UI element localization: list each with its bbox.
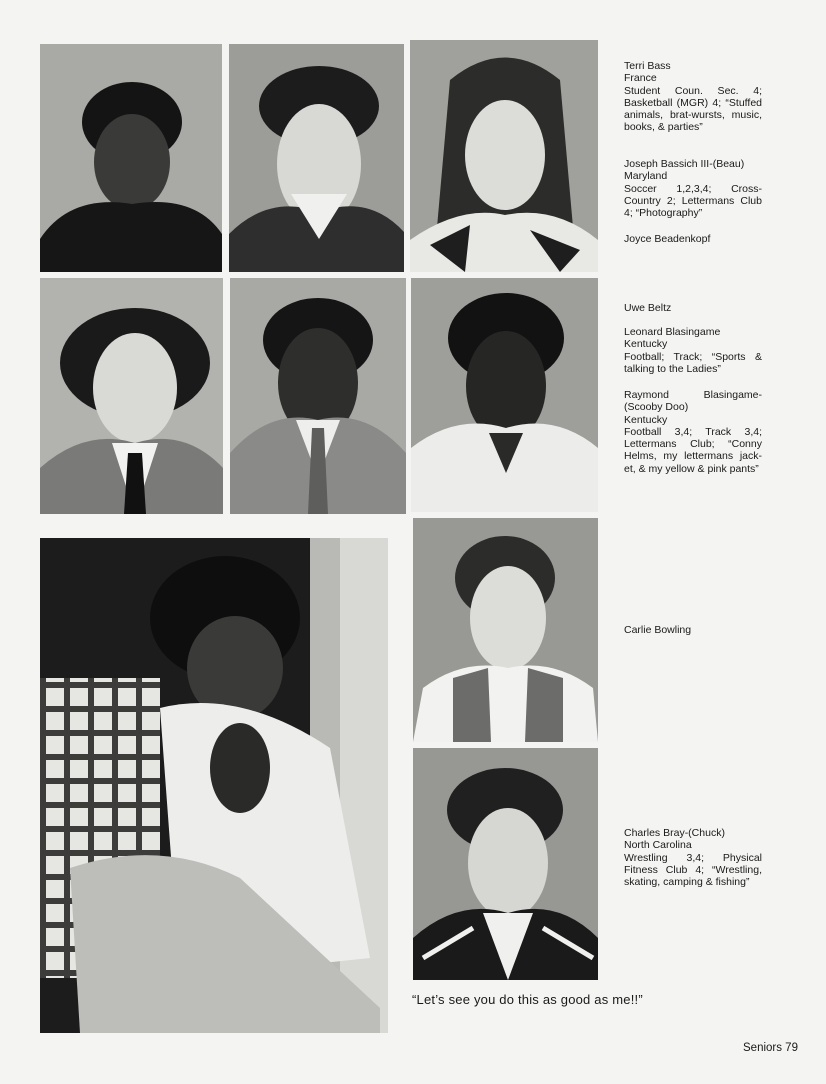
portrait-terri-bass — [40, 44, 222, 272]
student-hometown: North Carolina — [624, 839, 692, 852]
student-name: Joyce Beadenkopf — [624, 233, 711, 245]
bio-joseph-bassich — [624, 158, 762, 219]
portrait-charles-bray — [413, 748, 598, 980]
student-activities: Soccer 1,2,3,4; Cross-Country 2; Lettermans Club 4; “Photography” — [624, 182, 762, 220]
student-activities: Wrestling 3,4; Physical Fitness Club 4; “Wrestling, skating, camping & fishing” — [624, 851, 762, 889]
student-name: Joseph Bassich III-(Beau) — [624, 158, 745, 170]
portrait-uwe-beltz — [40, 278, 223, 514]
bio-leonard-blasingame — [624, 326, 762, 375]
bio-raymond-blasingame — [624, 389, 762, 475]
bio-carlie-bowling — [624, 624, 762, 636]
portrait-carlie-bowling — [413, 518, 598, 742]
portrait-raymond-blasingame — [411, 278, 598, 512]
student-hometown: Kentucky — [624, 338, 668, 351]
student-name: Terri Bass — [624, 60, 671, 72]
portrait-leonard-blasingame — [230, 278, 406, 514]
bio-terri-bass — [624, 60, 762, 134]
bio-uwe-beltz — [624, 302, 762, 314]
student-hometown: France — [624, 72, 657, 85]
portrait-joyce-beadenkopf — [410, 40, 598, 272]
student-hometown: Maryland — [624, 170, 668, 183]
student-name: Raymond Blasingame-(Scooby Doo) — [624, 389, 762, 414]
portrait-joseph-bassich — [229, 44, 404, 272]
student-activities: Football; Track; “Sports & talking to the Ladies” — [624, 350, 762, 375]
student-activities: Student Coun. Sec. 4; Basketball (MGR) 4; “Stuffed animals, brat-wursts, music, books, & parties” — [624, 84, 762, 134]
bio-joyce-beadenkopf — [624, 233, 762, 245]
student-name: Leonard Blasingame — [624, 326, 721, 338]
student-name: Uwe Beltz — [624, 302, 672, 314]
student-activities: Football 3,4; Track 3,4; Lettermans Club; “Conny Helms, my lettermans jack-et, & my yellow & pink pants” — [624, 425, 762, 475]
student-name: Carlie Bowling — [624, 624, 692, 636]
student-name: Charles Bray-(Chuck) — [624, 827, 725, 839]
student-hometown: Kentucky — [624, 413, 668, 426]
bio-charles-bray — [624, 827, 762, 888]
photo-caption: “Let’s see you do this as good as me!!” — [412, 992, 643, 1007]
page-footer: Seniors 79 — [743, 1042, 798, 1054]
candid-photo — [40, 538, 388, 1033]
